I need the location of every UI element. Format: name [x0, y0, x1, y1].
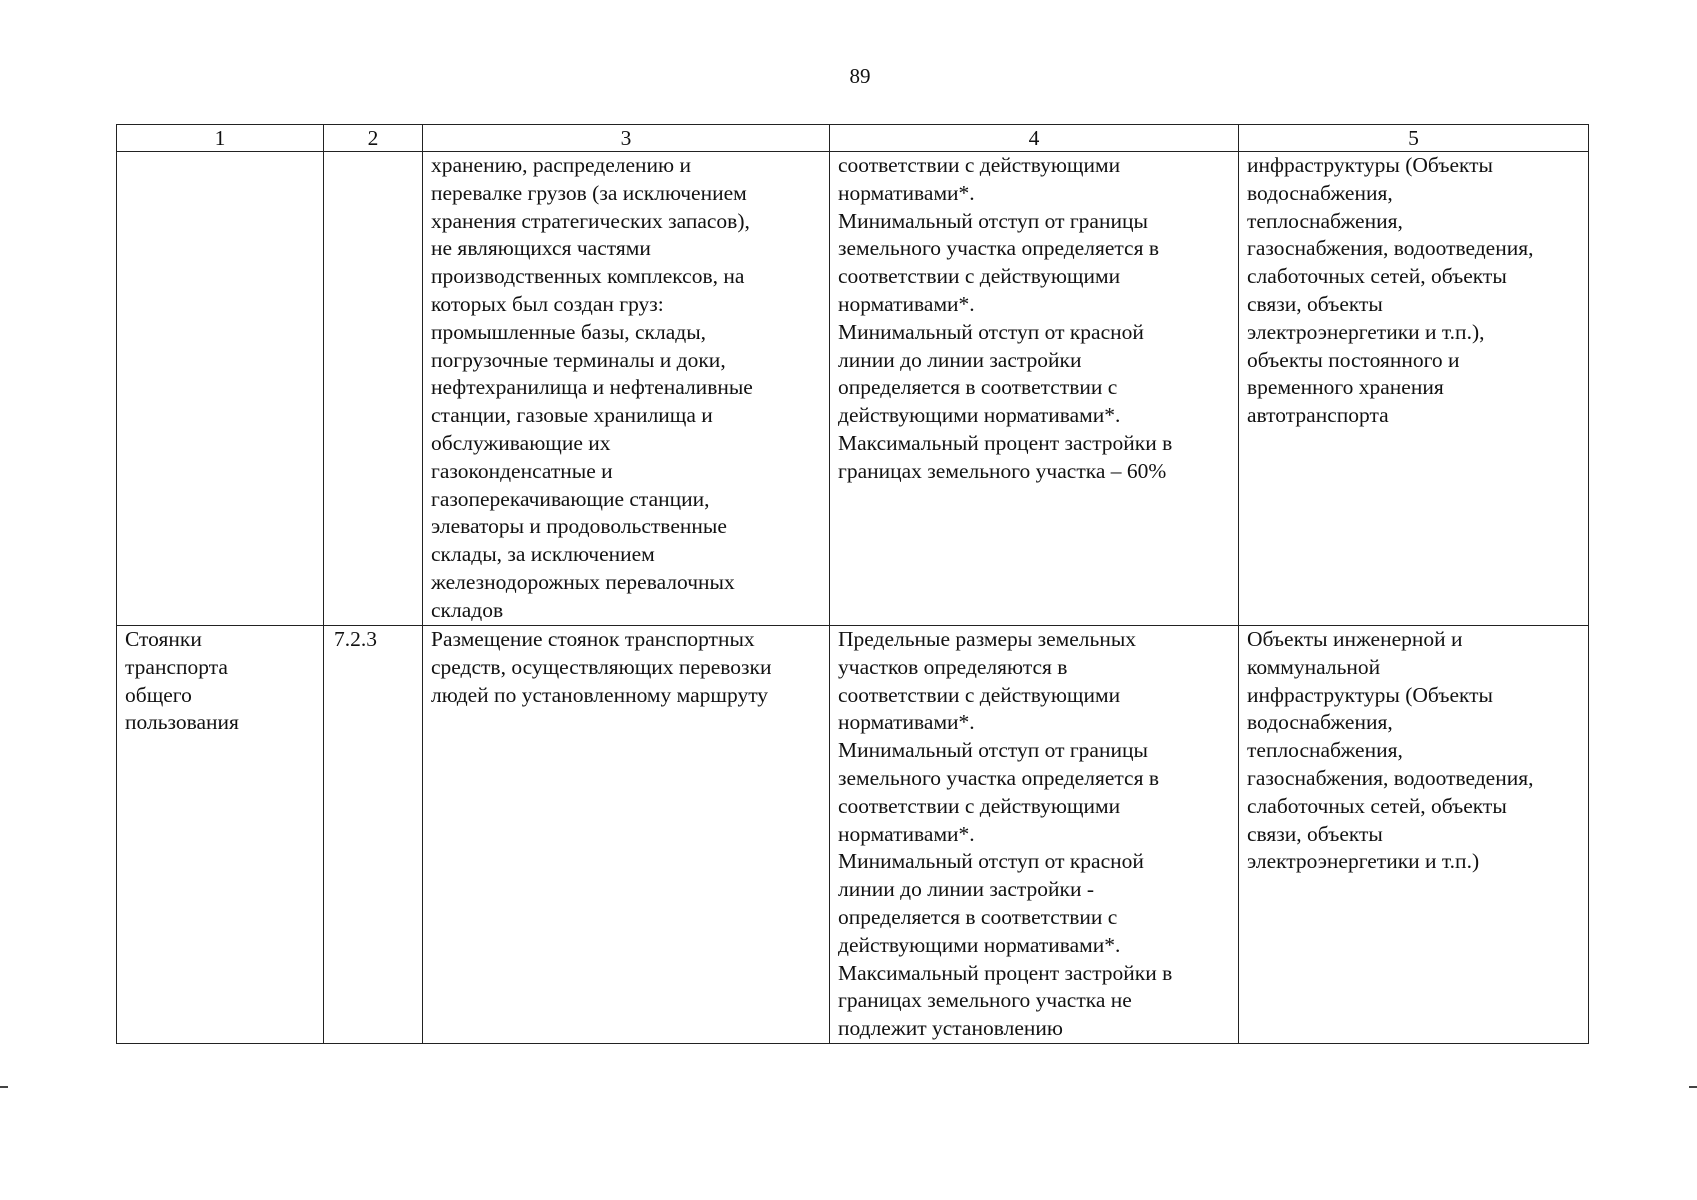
parameters-cell [830, 626, 1239, 1044]
code-cell [324, 152, 423, 626]
table-row [117, 152, 1589, 626]
cell-text: 7.2.3 [334, 627, 377, 651]
page-number: 89 [849, 64, 871, 88]
table-header-row [117, 125, 1589, 152]
auxiliary-uses-cell [1239, 152, 1589, 626]
cell-text: Предельные размеры земельных участков определяются в соответствии с действующими нормативами*. Минимальный отступ от границы земельного участка определяется в соответствии с действующими нормативами*. Минимальный отступ от красной линии до линии застройки - определяется в соответствии с действующими нормативами*. Максимальный процент застройки в границах земельного участка не подлежит установлению [838, 627, 1173, 1041]
description-cell [423, 152, 830, 626]
description-cell [423, 626, 830, 1044]
column-header: 4 [830, 125, 1239, 152]
cell-text: инфраструктуры (Объекты водоснабжения, теплоснабжения, газоснабжения, водоотведения, слаботочных сетей, объекты связи, объекты электроэнергетики и т.п.), объекты постоянного и временного хранения автотранспорта [1247, 153, 1534, 428]
scan-edge-mark [1689, 1086, 1697, 1088]
column-header: 5 [1239, 125, 1589, 152]
cell-text: хранению, распределению и перевалке грузов (за исключением хранения стратегических запасов), не являющихся частями производственных комплексов, на которых был создан груз: промышленные базы, склады, погрузочные терминалы и доки, нефтехранилища и нефтеналивные станции, газовые хранилища и обслуживающие их газоконденсатные и газоперекачивающие станции, элеваторы и продовольственные склады, за исключением железнодорожных перевалочных складов [431, 153, 753, 622]
cell-text: Размещение стоянок транспортных средств, осуществляющих перевозки людей по установленному маршруту [431, 627, 772, 707]
column-header: 3 [423, 125, 830, 152]
column-header: 2 [324, 125, 423, 152]
auxiliary-uses-cell [1239, 626, 1589, 1044]
land-use-name-cell [117, 626, 324, 1044]
table-row [117, 626, 1589, 1044]
code-cell [324, 626, 423, 1044]
column-header: 1 [117, 125, 324, 152]
parameters-cell [830, 152, 1239, 626]
cell-text: Стоянки транспорта общего пользования [125, 627, 239, 735]
land-use-name-cell [117, 152, 324, 626]
scan-edge-mark [0, 1086, 8, 1088]
cell-text: соответствии с действующими нормативами*. Минимальный отступ от границы земельного участка определяется в соответствии с действующими нормативами*. Минимальный отступ от красной линии до линии застройки определяется в соответствии с действующими нормативами*. Максимальный процент застройки в границах земельного участка – 60% [838, 153, 1173, 483]
regulations-table [116, 124, 1589, 1044]
cell-text: Объекты инженерной и коммунальной инфраструктуры (Объекты водоснабжения, теплоснабжения, газоснабжения, водоотведения, слаботочных сетей, объекты связи, объекты электроэнергетики и т.п.) [1247, 627, 1534, 874]
